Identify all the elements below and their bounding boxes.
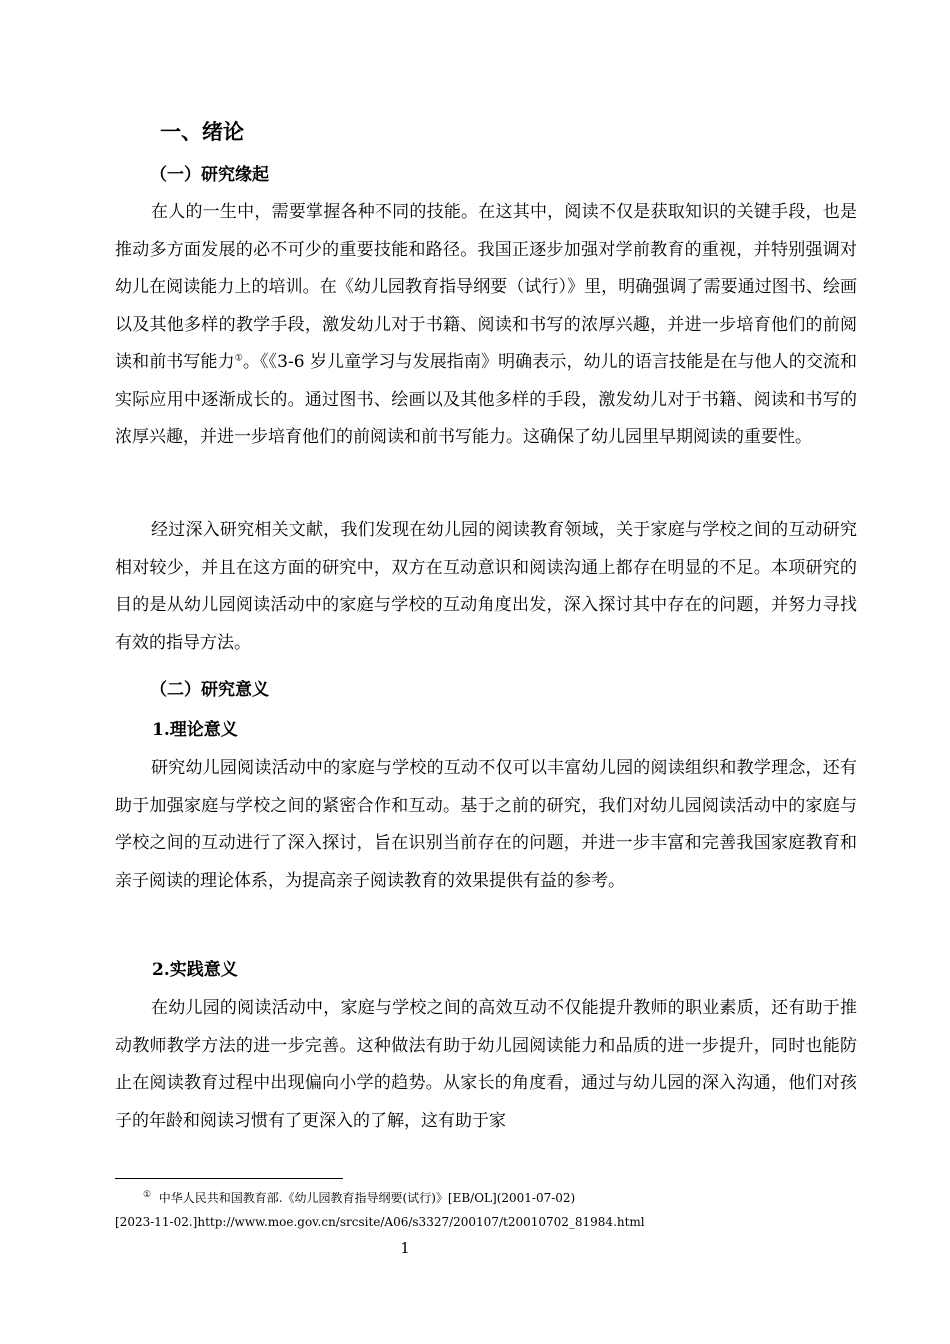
paragraph-origin-2: 经过深入研究相关文献，我们发现在幼儿园的阅读教育领域，关于家庭与学校之间的互动研究相对较少，并且在这方面的研究中，双方在互动意识和阅读沟通上都存在明显的不足。本项研究的目的是从幼儿园阅读活动中的家庭与学校的互动角度出发，深入探讨其中存在的问题，并努力寻找有效的指导方法。: [115, 520, 857, 653]
footnote-reference[interactable]: ①: [234, 353, 243, 364]
section-heading-significance: （二）研究意义: [150, 680, 269, 700]
paragraph-theoretical: 研究幼儿园阅读活动中的家庭与学校的互动不仅可以丰富幼儿园的阅读组织和教学理念，还有助于加强家庭与学校之间的紧密合作和互动。基于之前的研究，我们对幼儿园阅读活动中的家庭与学校之间的互动进行了深入探讨，旨在识别当前存在的问题，并进一步丰富和完善我国家庭教育和亲子阅读的理论体系，为提高亲子阅读教育的效果提供有益的参考。: [115, 758, 857, 891]
footnote: [115, 1186, 857, 1234]
footnote-line-2: [2023-11-02.]http://www.moe.gov.cn/srcsite/A06/s3327/200107/t20010702_81984.html: [115, 1215, 645, 1229]
footnote-mark: ①: [143, 1190, 152, 1200]
paragraph-practical: 在幼儿园的阅读活动中，家庭与学校之间的高效互动不仅能提升教师的职业素质，还有助于推动教师教学方法的进一步完善。这种做法有助于幼儿园阅读能力和品质的进一步提升，同时也能防止在阅读教育过程中出现偏向小学的趋势。从家长的角度看，通过与幼儿园的深入沟通，他们对孩子的年龄和阅读习惯有了更深入的了解，这有助于家: [115, 998, 857, 1131]
footnote-separator: [115, 1178, 343, 1179]
subheading-theoretical: 1.理论意义: [152, 720, 238, 740]
footnote-text-1: 中华人民共和国教育部.《幼儿园教育指导纲要(试行)》[EB/OL](2001-07-02): [158, 1191, 576, 1205]
chapter-heading: 一、绪论: [160, 119, 244, 144]
footnote-line-1: [115, 1186, 857, 1210]
paragraph-origin-1-text-a: 在人的一生中，需要掌握各种不同的技能。在这其中，阅读不仅是获取知识的关键手段，也是推动多方面发展的必不可少的重要技能和路径。我国正逐步加强对学前教育的重视，并特别强调对幼儿在阅读能力上的培训。在《幼儿园教育指导纲要（试行）》里，明确强调了需要通过图书、绘画以及其他多样的教学手段，激发幼儿对于书籍、阅读和书写的浓厚兴趣，并进一步培育他们的前阅读和前书写能力: [115, 202, 857, 372]
paragraph-origin-1-text-b: 。《《3-6 岁儿童学习与发展指南》明确表示，幼儿的语言技能是在与他人的交流和实际应用中逐渐成长的。通过图书、绘画以及其他多样的手段，激发幼儿对于书籍、阅读和书写的浓厚兴趣，并进一步培育他们的前阅读和前书写能力。这确保了幼儿园里早期阅读的重要性。: [115, 352, 858, 447]
subheading-practical: 2.实践意义: [152, 960, 238, 980]
section-heading-origin: （一）研究缘起: [150, 165, 269, 185]
page-number: 1: [400, 1239, 410, 1257]
paragraph-origin-1: [115, 194, 857, 457]
